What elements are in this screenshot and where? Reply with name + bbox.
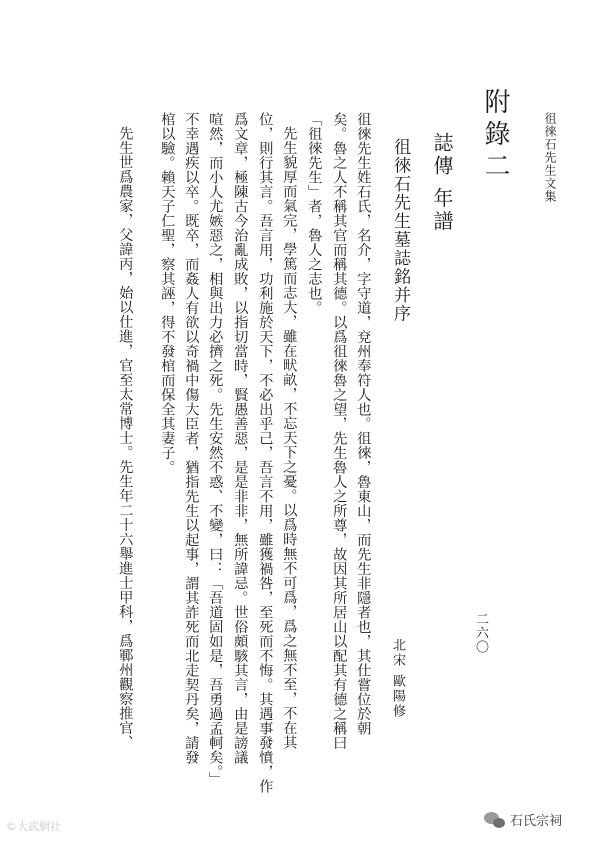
body-line: 徂徠先生姓石氏，名介，字守道，兗州奉符人也。徂徠，魯東山，而先生非隱者也，其仕嘗位於朝 [355,112,372,736]
body-line: 矣。魯之人不稱其官而稱其德。以爲徂徠魯之望，先生魯人之所尊，故因其所居山以配其有德之稱曰 [331,112,348,750]
body-line: 先生世爲農家，父諱丙，始以仕進，官至太常博士。先生年二十六舉進士甲科，爲鄆州觀察推官、 [117,126,134,750]
page-number: 二六〇 [473,612,488,654]
article-title: 徂徠石先生墓誌銘并序 [390,138,410,323]
watermark-left: ©大武網社 [6,820,61,833]
body-line: 「徂徠先生」者，魯人之志也。 [306,112,323,315]
body-line: 不幸遇疾以卒。既卒，而姦人有欲以奇禍中傷大臣者，猶指先生以起事，謂其詐死而北走契丹矣，請發 [183,112,200,765]
category-heading: 誌傳 年譜 [430,132,454,234]
watermark-right-text: 石氏宗祠 [510,814,563,829]
watermark-right [484,810,562,829]
body-line: 棺以驗。賴天子仁聖，察其誣，得不發棺而保全其妻子。 [159,112,176,475]
section-title: 附錄二 [480,88,510,184]
running-head: 徂徠石先生文集 [543,112,557,203]
author-attribution: 北宋 歐陽修 [390,638,405,720]
body-line: 先生貌厚而氣完，學篤而志大，雖在畎畝，不忘天下之憂。以爲時無不可爲，爲之無不至，不在其 [281,126,298,750]
body-line: 喧然，而小人尤嫉惡之，相與出力必擠之死。先生安然不惑、不變，曰：「吾道固如是，吾勇過孟軻矣。」 [207,112,224,787]
body-line: 爲文章，極陳古今治亂成敗，以指切當時，賢愚善惡，是是非非，無所諱忌。世俗頗駭其言，由是謗議 [232,112,249,765]
body-line: 位，則行其言。吾言用，功利施於天下，不必出乎己，吾言不用，雖獲禍咎，至死而不悔。其遇事發憤，作 [257,112,274,794]
wechat-icon [484,811,506,829]
